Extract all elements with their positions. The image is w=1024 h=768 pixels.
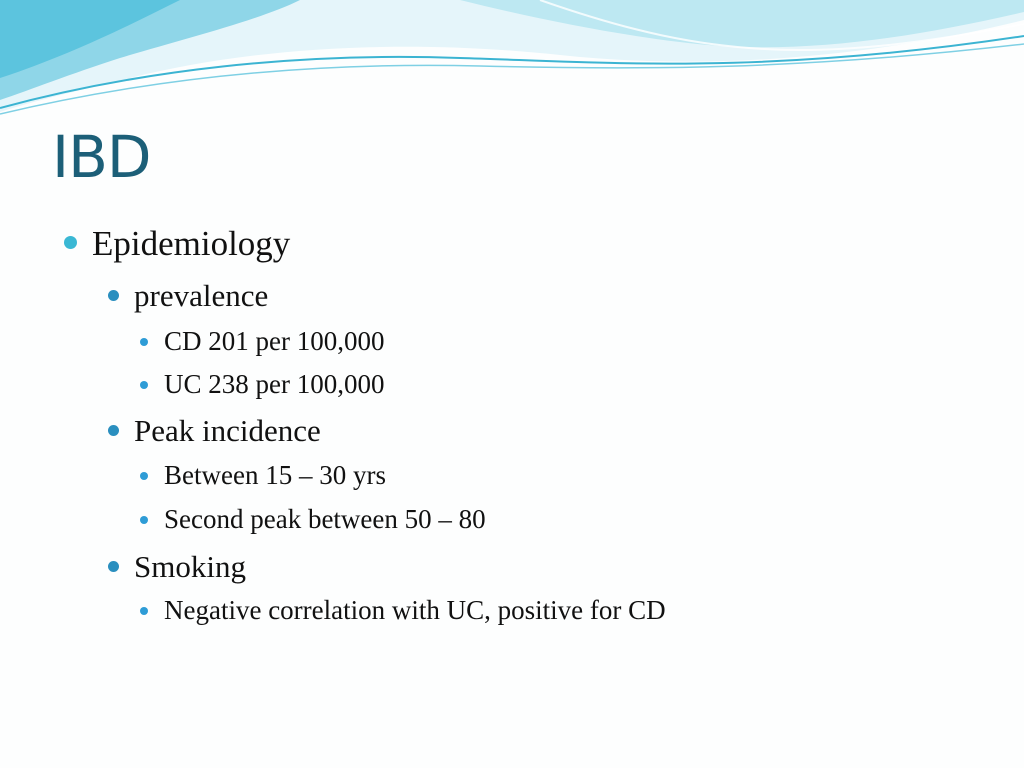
- bullet-smoking: Smoking: [134, 549, 246, 584]
- bullet-epidemiology: Epidemiology: [92, 224, 291, 263]
- bullet-peak-incidence: Peak incidence: [134, 413, 321, 448]
- bullet-prevalence: prevalence: [134, 278, 269, 313]
- bullet-icon: [64, 236, 77, 249]
- bullet-icon: [140, 516, 148, 524]
- bullet-icon: [108, 290, 119, 301]
- bullet-icon: [108, 425, 119, 436]
- bullet-icon: [140, 607, 148, 615]
- bullet-between: Between 15 – 30 yrs: [164, 460, 386, 490]
- bullet-cd-prevalence: CD 201 per 100,000: [164, 326, 385, 356]
- bullet-icon: [108, 561, 119, 572]
- bullet-uc-prevalence: UC 238 per 100,000: [164, 369, 385, 399]
- decorative-wave-header: [0, 0, 1024, 130]
- slide-title: IBD: [52, 123, 151, 191]
- bullet-icon: [140, 472, 148, 480]
- bullet-second-peak: Second peak between 50 – 80: [164, 504, 486, 534]
- bullet-icon: [140, 338, 148, 346]
- bullet-smoking-correlation: Negative correlation with UC, positive for CD: [164, 595, 666, 625]
- bullet-icon: [140, 381, 148, 389]
